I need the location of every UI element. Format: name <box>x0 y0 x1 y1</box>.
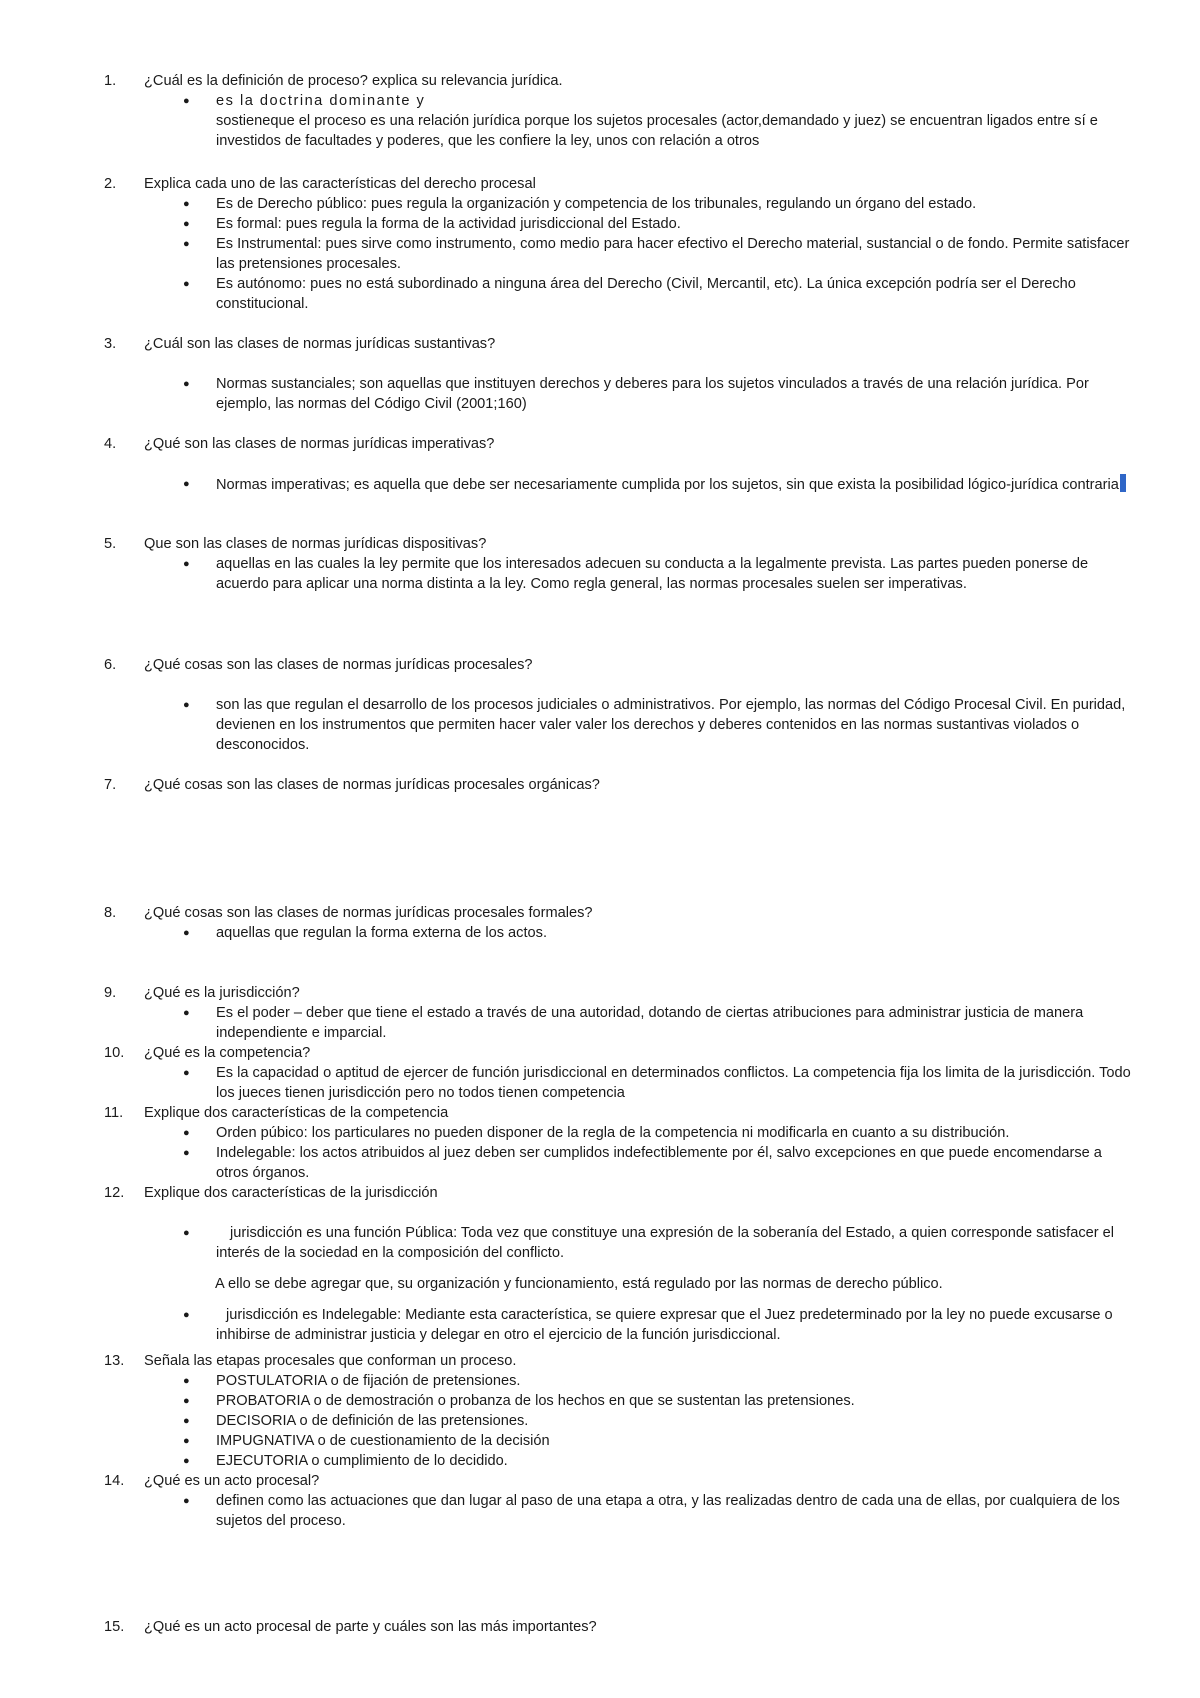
list-item: ● EJECUTORIA o cumplimiento de lo decidido. <box>183 1453 508 1469</box>
list-item: ● POSTULATORIA o de fijación de pretensiones. <box>183 1373 521 1389</box>
question-number: 9. <box>104 985 117 1001</box>
answer-list <box>183 374 1136 414</box>
bullet-icon: ● <box>183 95 190 107</box>
question-number: 13. <box>104 1353 125 1369</box>
answer-list <box>183 1305 1136 1345</box>
question-text: Señala las etapas procesales que conforman un proceso. <box>144 1353 517 1369</box>
bullet-icon: ● <box>183 1375 190 1387</box>
question-number: 11. <box>104 1105 124 1121</box>
question-number: 6. <box>104 657 117 673</box>
question-text: Explica cada uno de las características del derecho procesal <box>144 176 536 192</box>
answer-list <box>183 194 1136 314</box>
list-item: ● DECISORIA o de definición de las pretensiones. <box>183 1413 529 1429</box>
text-cursor <box>1120 474 1126 492</box>
answer-list <box>183 1123 1136 1183</box>
bullet-icon: ● <box>183 1415 190 1427</box>
bullet-icon: ● <box>183 1067 190 1079</box>
list-item: ● Normas sustanciales; son aquellas que instituyen derechos y deberes para los sujetos vinculados a través de una relación jurídica. Por ejemplo, las normas del Código Civil (2001;160) <box>183 376 1089 412</box>
list-item: ● Es Instrumental: pues sirve como instrumento, como medio para hacer efectivo el Derecho material, sustancial o de fondo. Permite satisfacer las pretensiones procesales. <box>183 236 1130 272</box>
list-item: sostieneque el proceso es una relación jurídica porque los sujetos procesales (actor,demandado y juez) se encuentran ligados entre sí e investidos de facultades y poderes, que les confiere la ley, unos con relación a otros <box>216 113 1098 149</box>
question-number: 3. <box>104 336 117 352</box>
bullet-icon: ● <box>183 558 190 570</box>
question-number: 1. <box>104 73 117 89</box>
bullet-icon: ● <box>183 1495 190 1507</box>
question-text: Explique dos características de la competencia <box>144 1105 449 1121</box>
question-text: ¿Qué cosas son las clases de normas jurídicas procesales formales? <box>144 905 593 921</box>
list-item: ● Es formal: pues regula la forma de la actividad jurisdiccional del Estado. <box>183 216 681 232</box>
question-text: ¿Qué es la jurisdicción? <box>144 985 300 1001</box>
question-text: ¿Cuál son las clases de normas jurídicas sustantivas? <box>144 336 496 352</box>
question-text: Explique dos características de la jurisdicción <box>144 1185 438 1201</box>
question-text: ¿Qué cosas son las clases de normas jurídicas procesales? <box>144 657 533 673</box>
bullet-icon: ● <box>183 278 190 290</box>
list-item: ● Orden púbico: los particulares no pueden disponer de la regla de la competencia ni modificarla en cuanto a su distribución. <box>183 1125 1010 1141</box>
question-number: 5. <box>104 536 117 552</box>
list-item: ● definen como las actuaciones que dan lugar al paso de una etapa a otra, y las realizadas dentro de cada una de ellas, por cualquiera de los sujetos del proceso. <box>183 1493 1120 1529</box>
bullet-icon: ● <box>183 1309 190 1321</box>
question-number: 10. <box>104 1045 125 1061</box>
answer-list <box>183 91 1136 151</box>
bullet-icon: ● <box>183 1147 190 1159</box>
list-item: ● jurisdicción es una función Pública: Toda vez que constituye una expresión de la soberanía del Estado, a quien corresponde satisfacer el interés de la sociedad en la composición del conflicto. <box>183 1225 1115 1261</box>
bullet-icon: ● <box>183 238 190 250</box>
bullet-icon: ● <box>183 218 190 230</box>
list-item: ● es la doctrina dominante y <box>183 93 426 109</box>
answer-list <box>183 1063 1136 1103</box>
list-item: ● Es el poder – deber que tiene el estado a través de una autoridad, dotando de ciertas atribuciones para administrar justicia de manera independiente e imparcial. <box>183 1005 1084 1041</box>
bullet-icon: ● <box>183 1395 190 1407</box>
list-item: ● jurisdicción es Indelegable: Mediante esta característica, se quiere expresar que el Juez predeterminado por la ley no puede excusarse o inhibirse de administrar justicia y delegar en otro el ejercicio de la función jurisdiccional. <box>183 1307 1113 1343</box>
bullet-icon: ● <box>183 378 190 390</box>
question-number: 8. <box>104 905 117 921</box>
question-text: ¿Qué son las clases de normas jurídicas imperativas? <box>144 436 495 452</box>
question-text: ¿Qué cosas son las clases de normas jurídicas procesales orgánicas? <box>144 777 600 793</box>
list-item: ● son las que regulan el desarrollo de los procesos judiciales o administrativos. Por ejemplo, las normas del Código Procesal Civil. En puridad, devienen en los instrumentos que permiten hacer valer valer los derechos y deberes contenidos en las normas sustantivas violados o desconocidos. <box>183 697 1126 753</box>
answer-list <box>183 1491 1136 1531</box>
list-item: ● IMPUGNATIVA o de cuestionamiento de la decisión <box>183 1433 550 1449</box>
question-text: ¿Qué es un acto procesal? <box>144 1473 320 1489</box>
question-number: 14. <box>104 1473 125 1489</box>
bullet-icon: ● <box>183 1435 190 1447</box>
question-text: ¿Qué es la competencia? <box>144 1045 311 1061</box>
answer-list <box>183 1371 1136 1471</box>
answer-list <box>183 474 1136 495</box>
bullet-icon: ● <box>183 1227 190 1239</box>
bullet-icon: ● <box>183 927 190 939</box>
answer-list <box>183 1223 1136 1263</box>
list-item: ● Indelegable: los actos atribuidos al juez deben ser cumplidos indefectiblemente por él, salvo excepciones en que puede encomendarse a otros órganos. <box>183 1145 1102 1181</box>
answer-list <box>183 1003 1136 1043</box>
question-text: ¿Cuál es la definición de proceso? explica su relevancia jurídica. <box>144 73 563 89</box>
bullet-icon: ● <box>183 1007 190 1019</box>
list-item: ● aquellas que regulan la forma externa de los actos. <box>183 925 547 941</box>
answer-list <box>183 554 1136 594</box>
bullet-icon: ● <box>183 699 190 711</box>
question-number: 7. <box>104 777 117 793</box>
question-number: 4. <box>104 436 117 452</box>
question-number: 15. <box>104 1619 125 1635</box>
bullet-icon: ● <box>183 198 190 210</box>
bullet-icon: ● <box>183 1455 190 1467</box>
list-item: ● Es la capacidad o aptitud de ejercer de función jurisdiccional en determinados conflictos. La competencia fija los limita de la jurisdicción. Todo los jueces tienen jurisdicción pero no todos tienen competencia <box>183 1065 1131 1101</box>
question-text: ¿Qué es un acto procesal de parte y cuáles son las más importantes? <box>144 1619 597 1635</box>
question-number: 2. <box>104 176 117 192</box>
list-item: ● PROBATORIA o de demostración o probanza de los hechos en que se sustentan las pretensiones. <box>183 1393 855 1409</box>
answer-list <box>183 923 1136 943</box>
question-number: 12. <box>104 1185 125 1201</box>
list-item: ● Normas imperativas; es aquella que debe ser necesariamente cumplida por los sujetos, sin que exista la posibilidad lógico-jurídica contraria <box>216 474 1136 495</box>
bullet-icon: ● <box>183 1127 190 1139</box>
list-item: ● Es de Derecho público: pues regula la organización y competencia de los tribunales, regulando un órgano del estado. <box>183 196 977 212</box>
question-text: Que son las clases de normas jurídicas dispositivas? <box>144 536 487 552</box>
list-item: ● aquellas en las cuales la ley permite que los interesados adecuen su conducta a la legalmente prevista. Las partes pueden ponerse de acuerdo para aplicar una norma distinta a la ley. Como regla general, las normas procesales suelen ser imperativas. <box>183 556 1089 592</box>
bullet-icon: ● <box>183 478 190 490</box>
answer-list <box>183 695 1136 755</box>
list-item: ● Es autónomo: pues no está subordinado a ninguna área del Derecho (Civil, Mercantil, etc). La única excepción podría ser el Derecho constitucional. <box>183 276 1076 312</box>
paragraph: A ello se debe agregar que, su organización y funcionamiento, está regulado por las normas de derecho público. <box>215 1276 943 1292</box>
